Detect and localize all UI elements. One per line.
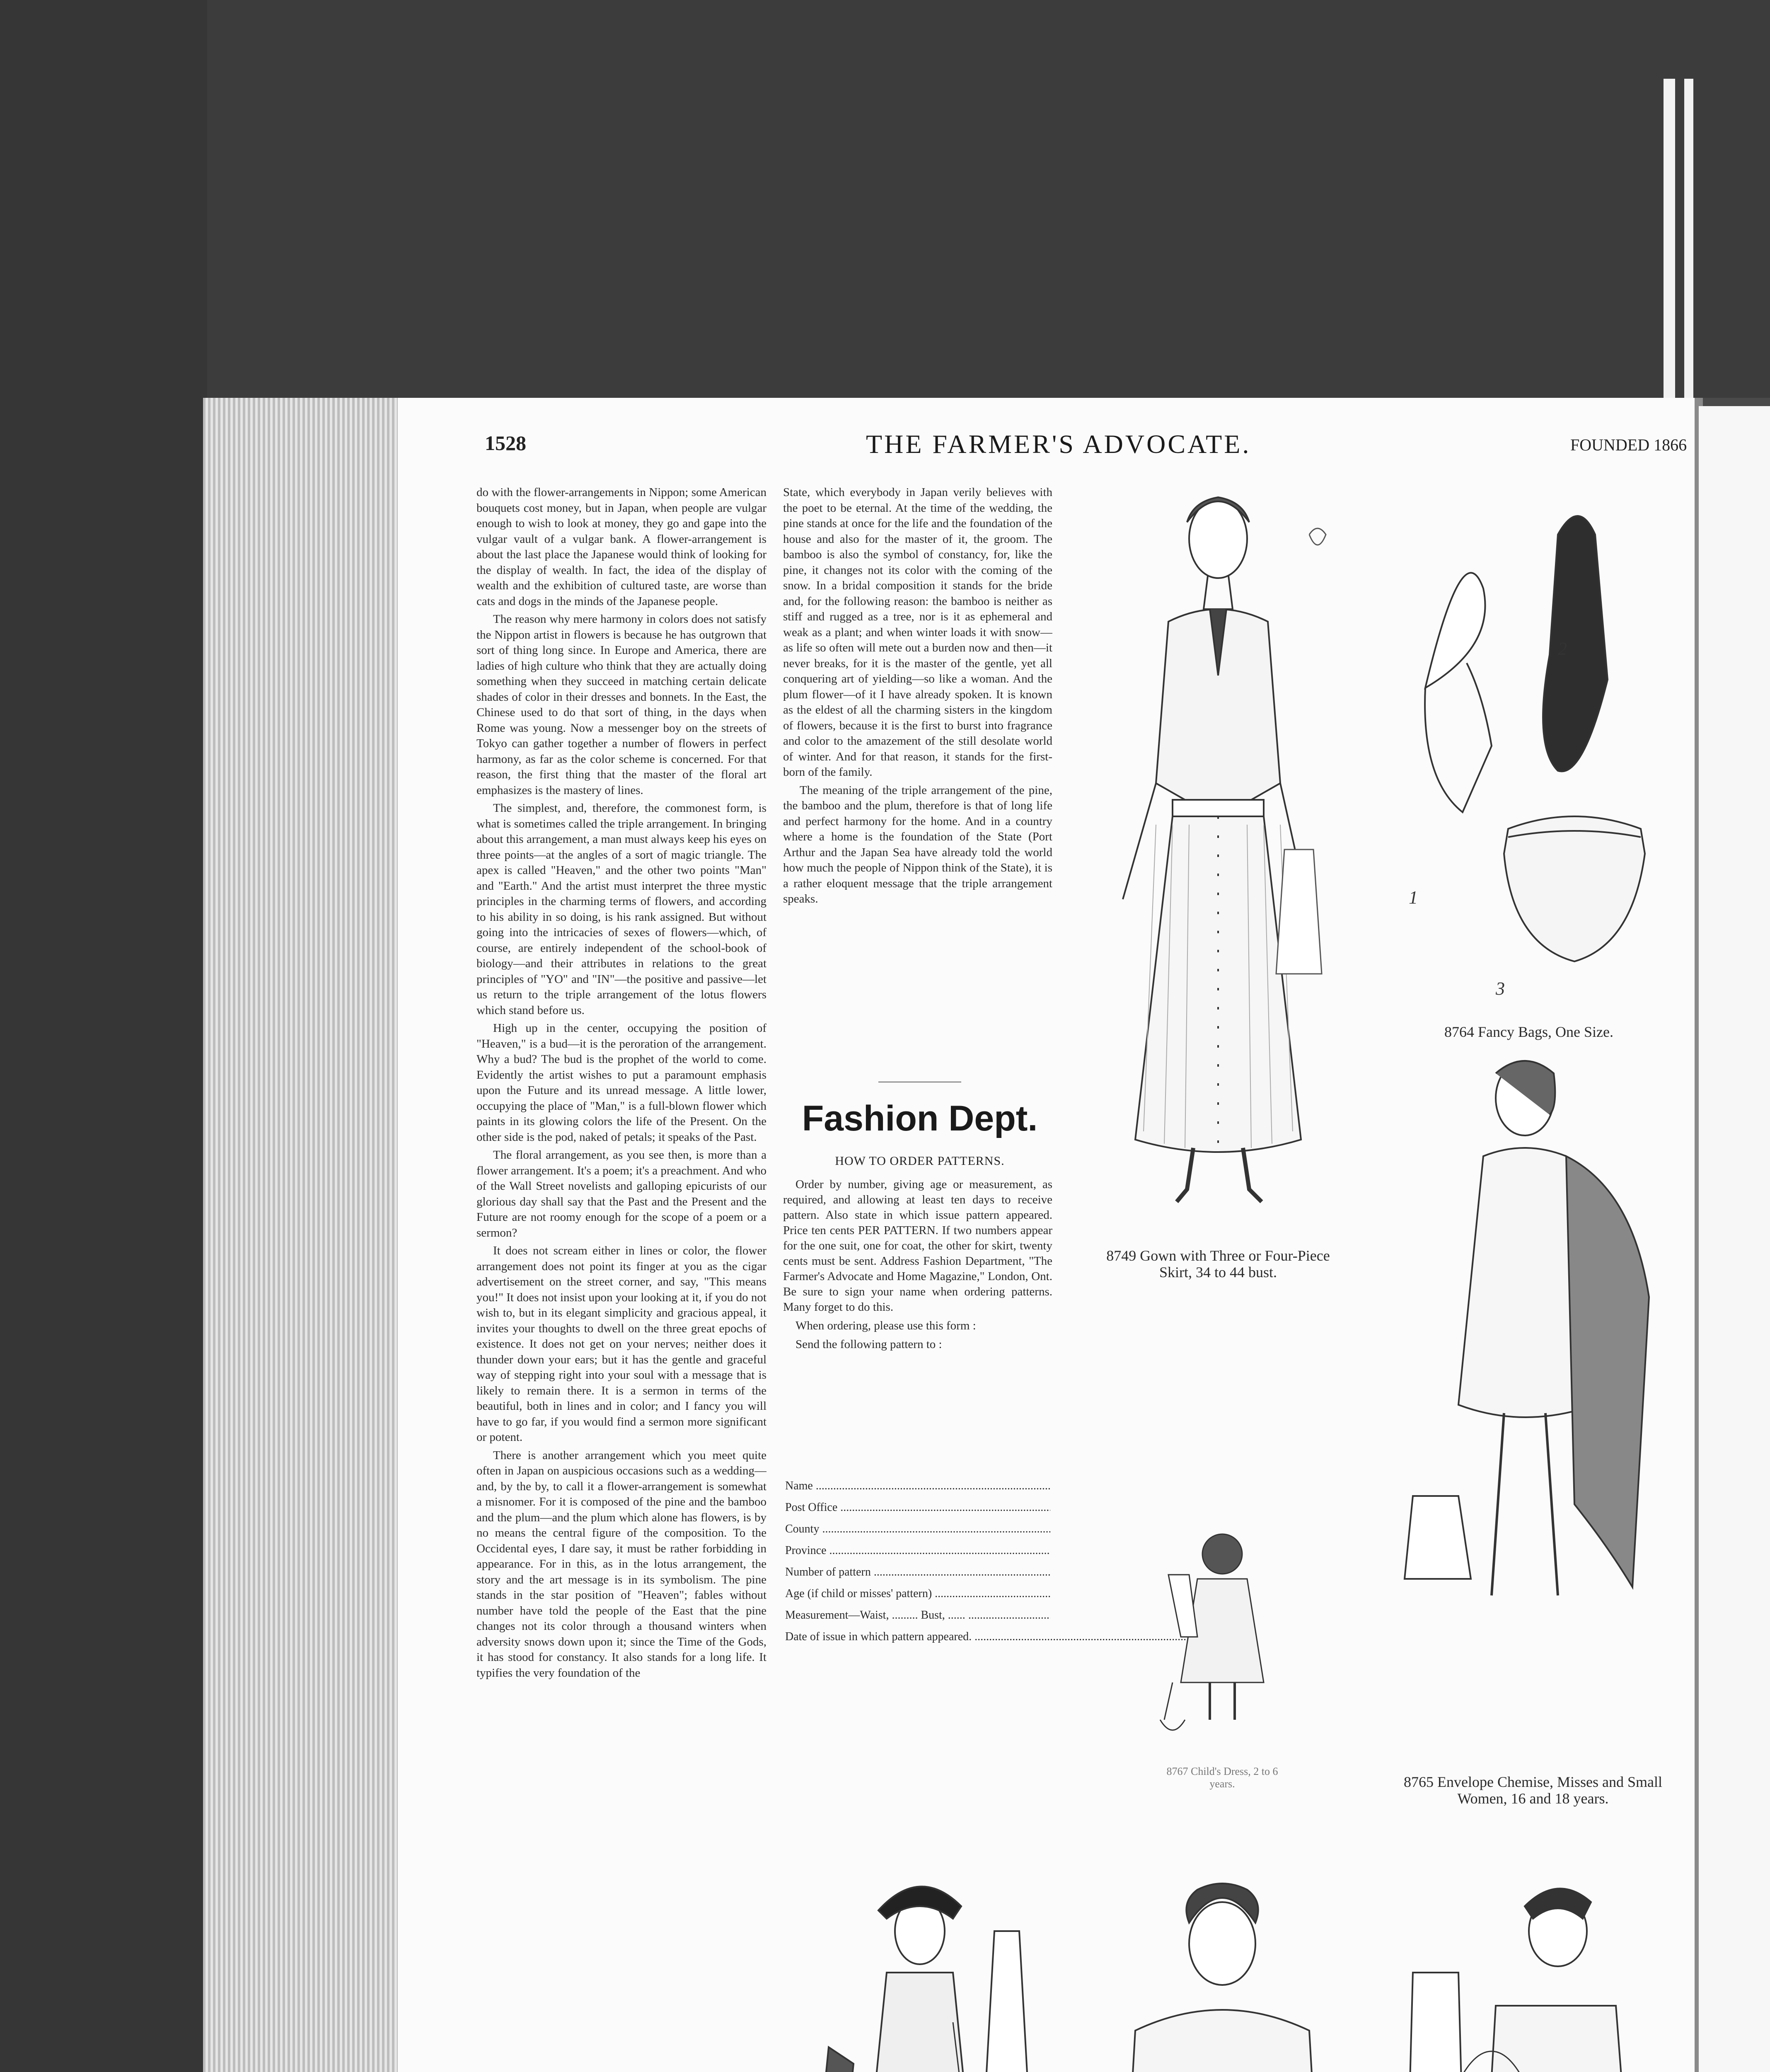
gown-8749-illustration — [1098, 485, 1330, 1222]
how-to-order-heading: HOW TO ORDER PATTERNS. — [835, 1154, 1005, 1168]
order-instructions — [783, 1177, 1052, 1356]
fancy-bags-8764-illustration — [1400, 481, 1657, 1019]
article-paragraph: It does not scream either in lines or color, the flower arrangement does not point its finger at you as the cigar advertisement on the street corner, and say, "This means you!" It does not insist upon your looking at it, if you do not wish to, but in its elegant simplicity and gracious appeal, it invites your thoughts to dwell on the three great epochs of existence. It does not get on your nerves; neither does it thunder down your ears; but it has the gentle and graceful way of stepping right into your soul with a message that is likely to remain there. It is a sermon in terms of the beautiful, both in lines and in color; and I fancy you will have to go far, if you would find a sermon more significant or potent. — [476, 1244, 767, 1444]
article-paragraph: The meaning of the triple arrangement of the pine, the bamboo and the plum, therefore is that of long life and perfect harmony for the home. And in a country where a home is the foundation of the State (Port Arthur and the Japan Sea have already told the world how much the people of Nippon think of the State), it is a rather eloquent message that the triple arrangement speaks. — [783, 783, 1052, 905]
article-column-2 — [783, 485, 1052, 1094]
svg-text:1: 1 — [1409, 887, 1418, 908]
fashion-dept-title: Fashion Dept. — [802, 1099, 1038, 1138]
article-paragraph: State, which everybody in Japan verily believes with the poet to be eternal. At the time of the wedding, the pine stands at once for the life and the foundation of the house and also for the master of it, the groom. The bamboo is also the symbol of constancy, for, like the pine, it changes not its color with the coming of the snow. In a bridal composition it stands for the bride and, for the following reason: the bamboo is neither as stiff and rugged as a tree, nor is it as ephemeral and weak as a plant; and when winter loads it with snow—as life so often will mete out a burden now and then—it never breaks, for it is the master of the gentle, yet all conquering art of yielding—so like a woman. And the plum flower—of it I have already spoken. It is known as the eldest of all the charming sisters in the kingdom of flowers, because it is the first to burst into fragrance and color to the amazement of the still desolate world of winter. And for that reason, it stands for the first-born of the family. — [783, 486, 1052, 779]
page-header — [398, 431, 1695, 460]
military-waist-8653-illustration — [1090, 1857, 1355, 2072]
masthead-title: THE FARMER'S ADVOCATE. — [866, 429, 1251, 459]
caption-8765: 8765 Envelope Chemise, Misses and Small Women, 16 and 18 years. — [1404, 1774, 1662, 1807]
scan-border-left — [0, 0, 207, 2072]
form-field-name: Name ..... — [785, 1479, 1050, 1501]
article-paragraph: There is another arrangement which you meet quite often in Japan on auspicious occasions such as a wedding—and, by the by, to call it a flower-arrangement is somewhat a misnomer. For it is composed of the pine and the bamboo and the plum—and the plum which alone has flowers, is by no means the central figure of the composition. To the Occidental eyes, I dare say, it must be rather forbidding in appearance. For in this, as in the lotus arrangement, the story and the art message is in its symbolism. The pine stands in the star position of "Heaven"; fables without number have told the people of the East that the pine changes not its color through a thousand winters when adversity snows down upon it; since the Time of the Gods, it has stood for constancy. It also stands for a long life. It typifies the very foundation of the — [476, 1448, 767, 1680]
book-page-edges — [203, 398, 398, 2072]
facing-page-edge — [1699, 406, 1770, 2072]
send-following-text: Send the following pattern to : — [796, 1338, 942, 1351]
article-paragraph: The floral arrangement, as you see then, is more than a flower arrangement. It's a poem; it's a preachment. And who of the Wall Street novelists and galloping epicurists of our glorious day shall say that the Past and the Present and the Future are not roomy enough for the scope of a poem or a sermon? — [476, 1148, 767, 1239]
scan-border-top — [0, 0, 1770, 398]
form-field-date-of-issue: Date of issue in which pattern appeared. ..... — [785, 1630, 1050, 1652]
russian-dress-8759-illustration — [1400, 1848, 1666, 2072]
form-field-measurement: Measurement—Waist, ......... Bust, ...... ..... — [785, 1609, 1050, 1630]
order-form — [785, 1479, 1050, 1652]
form-field-pattern-number: Number of pattern ..... — [785, 1566, 1050, 1587]
article-column-1 — [476, 485, 767, 2072]
svg-text:2: 2 — [1558, 639, 1567, 659]
article-paragraph: The simplest, and, therefore, the commonest form, is what is sometimes called the triple arrangement. In bringing about this arrangement, a man must always keep his eyes on three points—at the angles of a sort of magic triangle. The apex is called "Heaven," and the other two points "Man" and "Earth." And the artist must interpret the three mystic principles in the charming terms of flowers, and according to his ability in so doing, is his rank assigned. But without going into the intricacies of sexes of flowers—which, of course, are entirely independent of the school-book of biology—and their attributes in relations to the great principles of "YO" and "IN"—the positive and passive—let us return to the triple arrangement of the lotus flowers which stand before us. — [476, 801, 767, 1017]
form-field-province: Province ..... — [785, 1544, 1050, 1566]
form-field-post-office: Post Office ..... — [785, 1501, 1050, 1523]
founded-note: FOUNDED 1866 — [1570, 436, 1687, 454]
magazine-page — [398, 398, 1695, 2072]
form-field-age: Age (if child or misses' pattern) ..... — [785, 1587, 1050, 1609]
caption-8749: 8749 Gown with Three or Four-Piece Skirt, 34 to 44 bust. — [1106, 1247, 1330, 1280]
svg-text:3: 3 — [1496, 978, 1505, 999]
caption-8767: 8767 Child's Dress, 2 to 6 years. — [1166, 1765, 1278, 1790]
article-paragraph: do with the flower-arrangements in Nippon; some American bouquets cost money, but in Japan, when people are vulgar enough to wish to look at money, they go and gape into the vulgar vault of a vulgar bank. A flower-arrangement is about the last place the Japanese would think of looking for the display of wealth. In fact, the idea of the display of wealth and the exhibition of cultured taste, are worse than cats and dogs in the minds of the Japanese people. — [476, 486, 767, 608]
norfolk-gown-8770-illustration — [796, 1848, 1061, 2072]
article-paragraph: High up in the center, occupying the position of "Heaven," is a bud—it is the peroration of the arrangement. Why a bud? The bud is the prophet of the world to come. Evidently the artist wishes to put a paramount emphasis upon the Future and its unread message. A little lower, occupying the place of "Man," is a full-blown flower which paints in its glowing colors the life of the Present. On the other side is the pod, naked of petals; it speaks of the Past. — [476, 1021, 767, 1144]
envelope-chemise-8765-illustration — [1400, 1048, 1666, 1761]
childs-dress-8767-illustration — [1156, 1525, 1289, 1757]
when-ordering-text: When ordering, please use this form : — [796, 1319, 976, 1332]
caption-8764: 8764 Fancy Bags, One Size. — [1444, 1024, 1613, 1040]
page-number: 1528 — [485, 431, 526, 455]
form-field-county: County ..... — [785, 1523, 1050, 1544]
article-paragraph: The reason why mere harmony in colors does not satisfy the Nippon artist in flowers is because he has outgrown that sort of thing long since. In Europe and America, there are ladies of high culture who think that they are actually doing something when they succeed in matching certain delicate shades of color in their dresses and bonnets. In the East, the Chinese used to do that sort of thing, in the days when Rome was young. Now a messenger boy on the streets of Tokyo can gather together a number of flowers in perfect harmony, as far as the color scheme is concerned. For that reason, the first thing that the master of the floral art emphasizes is the mastery of lines. — [476, 612, 767, 797]
instructions-text: Order by number, giving age or measurement, as required, and allowing at least ten days to receive pattern. Also state in which issue pattern appeared. Price ten cents PER PATTERN. If two numbers appear for the one suit, one for coat, the other for skirt, twenty cents must be sent. Address Fashion Department, "The Farmer's Advocate and Home Magazine," London, Ont. Be sure to sign your name when ordering patterns. Many forget to do this. — [783, 1178, 1052, 1314]
